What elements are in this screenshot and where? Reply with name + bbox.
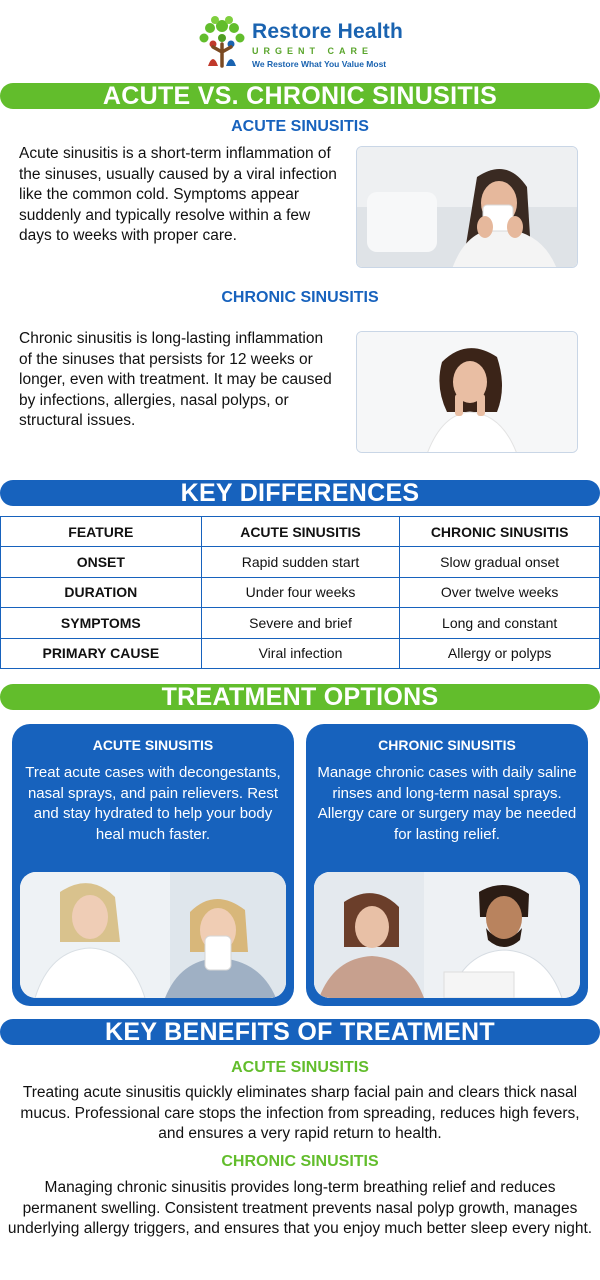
table-row (1, 547, 600, 578)
table-cell: Long and constant (400, 608, 600, 639)
acute-benefits-text: Treating acute sinusitis quickly eliminates sharp facial pain and clears thick nasal mucus. Professional care stops the infection from spreading, reduces high fevers, and ensures a very rapid return to health. (20, 1084, 580, 1142)
chronic-treatment-text: Manage chronic cases with daily saline rinses and long-term nasal sprays. Allergy care or surgery may be needed for lasting relief. (317, 764, 577, 843)
acute-benefits-heading: ACUTE SINUSITIS (231, 1059, 369, 1076)
table-feature-cell: ONSET (1, 547, 202, 578)
chronic-overview-heading: CHRONIC SINUSITIS (221, 289, 379, 306)
table-cell: Severe and brief (201, 608, 400, 639)
chronic-benefits-text: Managing chronic sinusitis provides long-term breathing relief and reduces permanent swelling. Consistent treatment prevents nasal polyp growth, manages underlying allergy triggers, and ensures that you enjoy much better sleep every night. (7, 1179, 593, 1237)
brand-subtitle: URGENT CARE (252, 46, 374, 56)
chronic-overview-text: Chronic sinusitis is long-lasting inflammation of the sinuses that persists for 12 weeks or longer, even with treatment. It may be caused by infections, allergies, nasal polyps, or structural issues. (19, 330, 332, 429)
table-feature-cell: SYMPTOMS (1, 608, 202, 639)
chronic-benefits-heading: CHRONIC SINUSITIS (221, 1153, 379, 1170)
table-cell: Over twelve weeks (400, 577, 600, 608)
table-feature-cell: DURATION (1, 577, 202, 608)
brand-tagline: We Restore What You Value Most (252, 59, 387, 69)
table-cell: Viral infection (201, 638, 400, 669)
key-differences-banner: KEY DIFFERENCES (0, 480, 600, 506)
brand-logo (196, 14, 416, 70)
table-header-cell: FEATURE (1, 517, 202, 547)
table-header-cell: CHRONIC SINUSITIS (400, 517, 600, 547)
key-benefits-banner: KEY BENEFITS OF TREATMENT (0, 1019, 600, 1045)
table-cell: Under four weeks (201, 577, 400, 608)
table-cell: Allergy or polyps (400, 638, 600, 669)
doctor-patient-tissue-photo (20, 872, 286, 998)
doctor-consultation-photo (314, 872, 580, 998)
table-row (1, 608, 600, 639)
table-cell: Rapid sudden start (201, 547, 400, 578)
acute-overview-heading: ACUTE SINUSITIS (231, 118, 369, 135)
treatment-options-banner: TREATMENT OPTIONS (0, 684, 600, 710)
acute-sneezing-photo (356, 146, 578, 268)
chronic-treatment-heading: CHRONIC SINUSITIS (378, 737, 516, 753)
acute-treatment-card (12, 724, 294, 1006)
table-cell: Slow gradual onset (400, 547, 600, 578)
acute-overview-text: Acute sinusitis is a short-term inflammation of the sinuses, usually caused by a viral infection like the common cold. Symptoms appear suddenly and typically resolve within a few days to weeks with proper care. (19, 145, 337, 244)
chronic-headache-photo (356, 331, 578, 453)
key-differences-table (0, 516, 600, 669)
tree-people-icon (196, 14, 248, 70)
table-row (1, 577, 600, 608)
chronic-treatment-card (306, 724, 588, 1006)
brand-name: Restore Health (252, 20, 404, 43)
main-title-banner: ACUTE VS. CHRONIC SINUSITIS (0, 83, 600, 109)
acute-treatment-text: Treat acute cases with decongestants, nasal sprays, and pain relievers. Rest and stay hydrated to help your body heal much faster. (25, 764, 281, 843)
acute-treatment-heading: ACUTE SINUSITIS (92, 737, 214, 753)
table-row (1, 638, 600, 669)
table-feature-cell: PRIMARY CAUSE (1, 638, 202, 669)
table-header-row (1, 517, 600, 547)
table-header-cell: ACUTE SINUSITIS (201, 517, 400, 547)
